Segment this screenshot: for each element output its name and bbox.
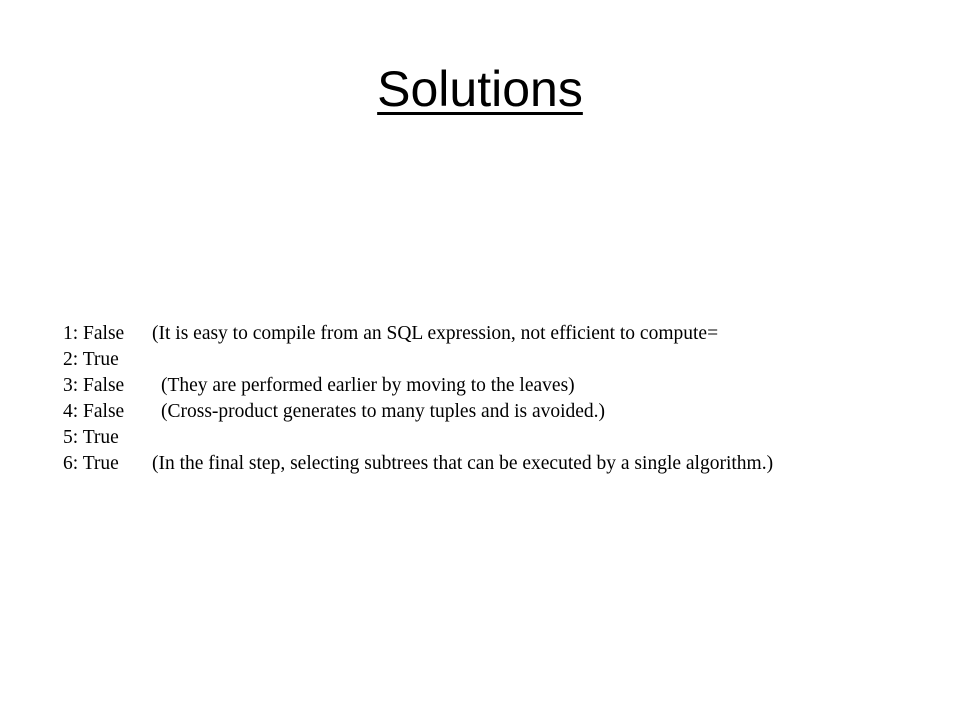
solution-answer: 4: False	[63, 401, 125, 422]
solutions-list	[63, 321, 943, 477]
solution-item-1	[63, 321, 943, 347]
solution-answer: 3: False	[63, 375, 125, 396]
solution-explanation: (It is easy to compile from an SQL expression, not efficient to compute=	[152, 323, 719, 344]
solution-item-3	[63, 373, 943, 399]
solution-item-2	[63, 347, 943, 373]
slide-title: Solutions	[377, 61, 583, 117]
solution-explanation: (In the final step, selecting subtrees that can be executed by a single algorithm.)	[152, 453, 774, 474]
solution-item-5	[63, 425, 943, 451]
solution-answer: 1: False	[63, 323, 125, 344]
solution-answer: 2: True	[63, 349, 119, 370]
solution-explanation: (They are performed earlier by moving to the leaves)	[161, 375, 575, 396]
solution-item-6	[63, 451, 943, 477]
solution-answer: 6: True	[63, 453, 119, 474]
solution-answer: 5: True	[63, 427, 119, 448]
solution-item-4	[63, 399, 943, 425]
solution-explanation: (Cross-product generates to many tuples and is avoided.)	[161, 401, 606, 422]
